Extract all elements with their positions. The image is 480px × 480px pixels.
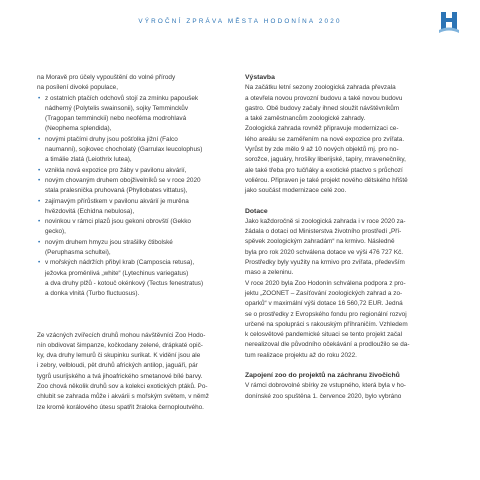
section-heading-vystavba: Výstavba: [245, 74, 275, 81]
zapojeni-paragraph-1: V rámci dobrovolné sbírky ze vstupného, která byla v ho- donínské zoo spuštěna 1. července 2020, bylo vybráno: [245, 382, 406, 400]
list-item: • zajímavým přírůstkem v pavilonu akvárií je murěna hvězdovitá (Echidna nebulosa),: [38, 197, 189, 215]
list-item: • novým druhem hmyzu jsou strašilky čtibolské (Peruphasma schultei),: [38, 238, 173, 257]
left-column: [37, 73, 224, 413]
vystavba-paragraph-1: Na začátku letní sezony zoologická zahrada převzala a otevřela novou provozní budovu a také novou budovu gastro. Obě budovy začaly ihned sloužit návštěvníkům a také zaměstnancům zoologické zahrady.: [245, 84, 403, 123]
section-heading-zapojeni: Zapojení zoo do projektů na záchranu živočichů: [245, 372, 400, 380]
intro-line: na posílení divoké populace,: [37, 84, 119, 92]
list-item: • z ostatních ptačích odchovů stojí za zmínku papoušek nádherný (Polytelis swainsonii), sojky Temminckův (Tragopan temminckii) nebo neoféma modrohlavá (Neophema splendida),: [38, 94, 199, 133]
bullet-dot-icon: •: [38, 176, 41, 184]
species-list: [37, 94, 224, 300]
hodonin-logo-icon: [438, 10, 460, 34]
dotace-paragraph-1: Jako každoročně si zoologická zahrada i v roce 2020 za- žádala o dotaci od Ministerstva životního prostředí „Pří- spěvek zoologickým zahradám“ na krmivo. Následně byla pro rok 2020 schválena dotace ve výši 476 727 Kč. Prostředky byly využity na krmivo pro zvířata, především maso a zeleninu.: [245, 217, 406, 277]
closing-paragraph: Ze vzácných zvířecích druhů mohou návštěvníci Zoo Hodo- nín obdivovat šimpanze, kočkodany zelené, drápkaté opič- ky, dva druhy lemurů či skupinku surikat. K vidění jsou ale i zebry, velbloudi, pět druhů afrických antilop, jaguáři, pár tygrů usurijského a tvá jihoafrického smetanové bílé barvy. Zoo chová několik druhů sov a kolekci exotických ptáků. Po- chlubit se zahrada může i akvárii s mořským světem, v němž lze kromě korálového útesu spatřit žraloka černoploutvého.: [37, 331, 209, 411]
bullet-dot-icon: •: [38, 166, 41, 174]
intro-line: na Moravě pro účely vypouštění do volné přírody: [37, 74, 176, 81]
bullet-dot-icon: •: [38, 197, 41, 205]
bullet-dot-icon: •: [38, 259, 41, 267]
bullet-dot-icon: •: [38, 94, 41, 102]
page-header: VÝROČNÍ ZPRÁVA MĚSTA HODONÍNA 2020: [138, 18, 342, 25]
bullet-dot-icon: •: [38, 218, 41, 226]
list-item: • novými ptačími druhy jsou pošťolka jižní (Falco naumanni), sojkovec chocholatý (Garrulax leucolophus) a timálie zlatá (Leiothrix lutea),: [38, 135, 203, 164]
vystavba-paragraph-2: Zoologická zahrada rovněž připravuje modernizaci ce- lého areálu se zaměřením na nové expozice pro zvířata. Vyrůst by zde mělo 9 až 10 nových objektů mj. pro no- sorožce, jaguáry, hrošíky liberijské, tapíry, mravenečníky, ale také třeba pro tučňáky a exotické ptactvo s průchozí voliérou. Připraven je také projekt nového dětského hřiště jako součást modernizace celé zoo.: [245, 125, 408, 195]
list-item: • novinkou v rámci plazů jsou gekoni obrovští (Gekko gecko),: [38, 218, 191, 236]
list-item: • v mořských nádržích přibyl krab (Camposcia retusa), ježovka proměnlivá „white“ (Lytechinus variegatus) a dva druhy plžů - kotouč okénkový (Tectus fenestratus) a donka vlnitá (Turbo fluctuosus).: [38, 259, 204, 298]
bullet-dot-icon: •: [38, 238, 41, 246]
right-column: [245, 73, 445, 402]
section-heading-dotace: Dotace: [245, 207, 268, 215]
bullet-dot-icon: •: [38, 135, 41, 143]
list-item: • novým chovaným druhem obojživelníků se v roce 2020 stala pralesnička pruhovaná (Phyllobates vittatus),: [38, 176, 201, 195]
list-item: • vznikla nová expozice pro žáby v pavilonu akvárií,: [37, 166, 224, 176]
dotace-paragraph-2: V roce 2020 byla Zoo Hodonín schválena podpora z pro- jektu „ZOONET – Zasíťování zoologických zahrad a zo- oparků“ v maximální výši dotace 16 560,72 EUR. Jedná se o prostředky z Evropského fondu pro regionální rozvoj určené na spolupráci s rakouským příhraničím. Vzhledem k celosvětové pandemické situaci se tento projekt začal nerealizoval dle původního očekávání a prodloužilo se da- tum realizace projektu až do roku 2022.: [245, 279, 410, 359]
